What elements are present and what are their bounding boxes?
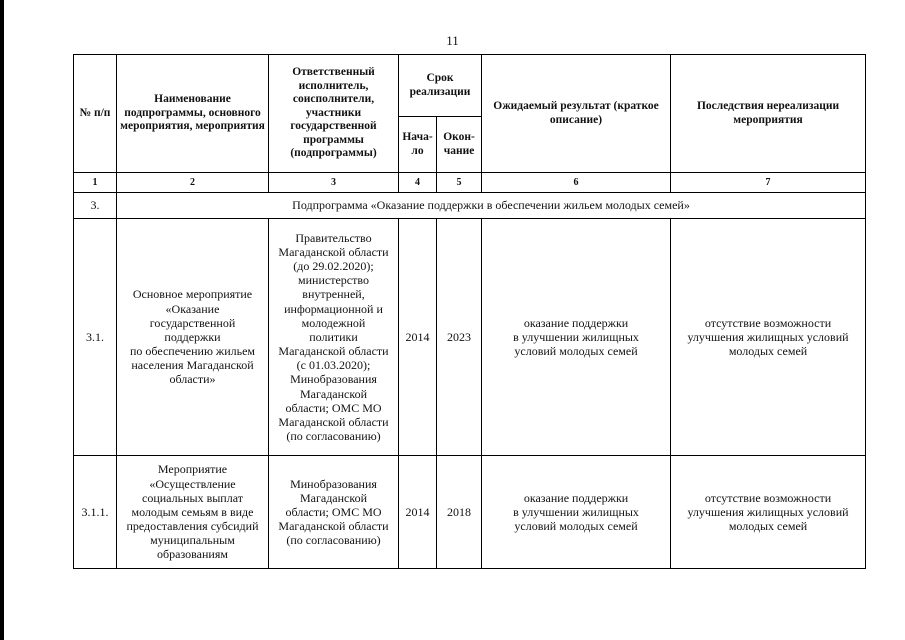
- row-name: Основное мероприятие «Оказание государственной поддержки по обеспечению жильем населения Магаданской области»: [117, 219, 269, 456]
- row-expected: оказание поддержки в улучшении жилищных условий молодых семей: [482, 456, 671, 569]
- header-expected: Ожидаемый результат (краткое описание): [482, 55, 671, 173]
- row-expected: оказание поддержки в улучшении жилищных условий молодых семей: [482, 219, 671, 456]
- header-responsible: Ответственный исполнитель, соисполнители, участники государственной программы (подпрограммы): [269, 55, 399, 173]
- header-consequences: Последствия нереализации мероприятия: [671, 55, 866, 173]
- column-number-row: [74, 173, 866, 193]
- table-row: [74, 219, 866, 456]
- row-consequences: отсутствие возможности улучшения жилищных условий молодых семей: [671, 219, 866, 456]
- header-start: Нача- ло: [399, 117, 437, 173]
- program-table: [73, 54, 866, 569]
- row-start: 2014: [399, 219, 437, 456]
- column-number: 6: [482, 173, 671, 193]
- subprogram-row: [74, 193, 866, 219]
- row-name: Мероприятие «Осуществление социальных выплат молодым семьям в виде предоставления субсидий муниципальным образованиям: [117, 456, 269, 569]
- header-row: [74, 55, 866, 117]
- row-start: 2014: [399, 456, 437, 569]
- table-row: [74, 456, 866, 569]
- page-edge-rule: [0, 0, 4, 640]
- row-responsible: Минобразования Магаданской области; ОМС МО Магаданской области (по согласованию): [269, 456, 399, 569]
- column-number: 7: [671, 173, 866, 193]
- row-responsible: Правительство Магаданской области (до 29.02.2020); министерство внутренней, информационной и молодежной политики Магаданской области (с 01.03.2020); Минобразования Магаданской области; ОМС МО Магаданской области (по согласованию): [269, 219, 399, 456]
- column-number: 4: [399, 173, 437, 193]
- row-consequences: отсутствие возможности улучшения жилищных условий молодых семей: [671, 456, 866, 569]
- row-end: 2018: [437, 456, 482, 569]
- column-number: 3: [269, 173, 399, 193]
- row-num: 3.1.: [74, 219, 117, 456]
- header-num: № п/п: [74, 55, 117, 173]
- column-number: 5: [437, 173, 482, 193]
- header-name: Наименование подпрограммы, основного мероприятия, мероприятия: [117, 55, 269, 173]
- page-number: 11: [446, 33, 459, 48]
- column-number: 2: [117, 173, 269, 193]
- subprogram-num: 3.: [74, 193, 117, 219]
- header-term: Срок реализации: [399, 55, 482, 117]
- column-number: 1: [74, 173, 117, 193]
- subprogram-title: Подпрограмма «Оказание поддержки в обеспечении жильем молодых семей»: [117, 193, 866, 219]
- row-end: 2023: [437, 219, 482, 456]
- row-num: 3.1.1.: [74, 456, 117, 569]
- header-end: Окон- чание: [437, 117, 482, 173]
